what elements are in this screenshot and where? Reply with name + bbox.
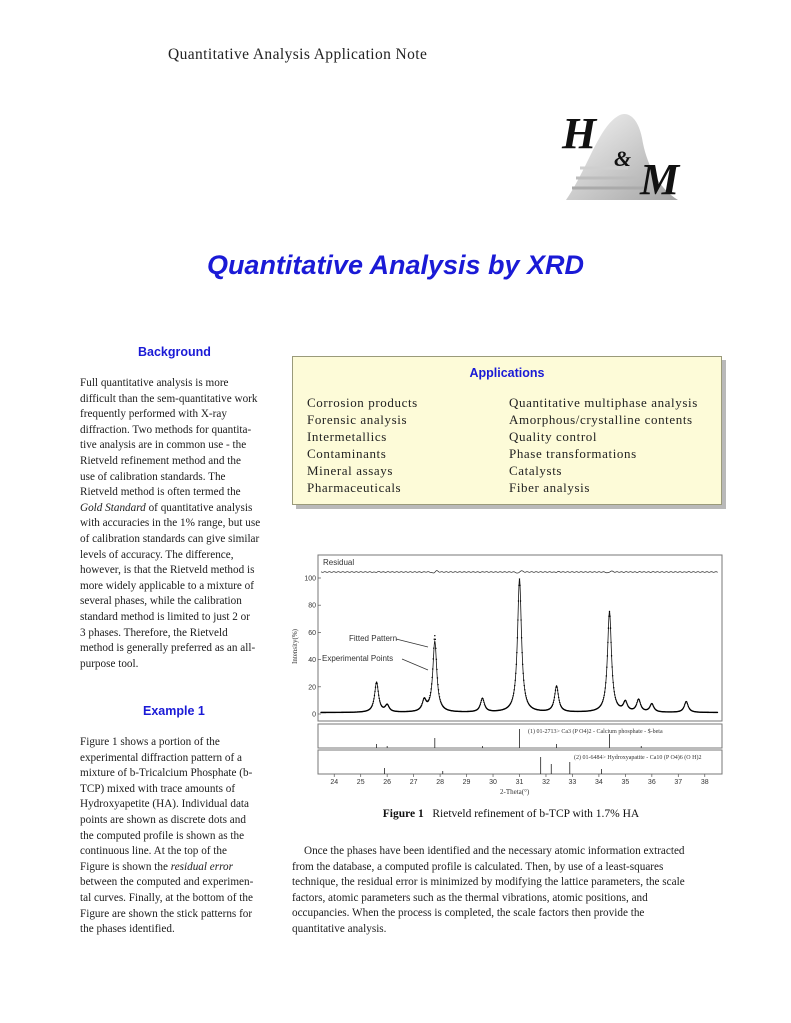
experimental-point <box>514 689 515 690</box>
experimental-point <box>479 705 480 706</box>
application-item: Corrosion products <box>307 395 418 410</box>
experimental-point <box>640 704 641 705</box>
experimental-point <box>605 682 606 683</box>
background-line: with accuracies in the 1% range, but use <box>80 517 261 530</box>
experimental-point <box>614 694 615 695</box>
experimental-point <box>524 689 525 690</box>
experimental-point <box>557 690 558 691</box>
experimental-point <box>437 684 438 685</box>
background-line: several phases, while the calibration <box>80 595 242 608</box>
example1-line-segment: Figure is shown the <box>80 860 171 873</box>
background-line-segment: of quantitative analysis <box>145 501 253 514</box>
experimental-point <box>422 701 423 702</box>
application-item: Pharmaceuticals <box>307 480 402 495</box>
y-axis-label: Intensity(%) <box>291 629 299 664</box>
phase1-label: (1) 01-2713> Ca3 (P O4)2 - Calcium phosphate - $-beta <box>528 729 663 735</box>
applications-list-right <box>509 394 698 496</box>
experimental-point <box>513 693 514 694</box>
x-tick-label: 33 <box>568 779 577 786</box>
experimental-point <box>372 703 373 704</box>
experimental-point <box>639 700 640 701</box>
residual-label: Residual <box>323 558 355 567</box>
experimental-point <box>526 699 527 700</box>
experimental-point <box>377 686 378 687</box>
experimental-point <box>684 703 685 704</box>
example1-line: Figure 1 shows a portion of the <box>80 736 220 748</box>
experimental-point <box>440 701 441 702</box>
applications-list-left <box>307 394 418 496</box>
phase2-frame <box>318 750 722 774</box>
document-header: Quantitative Analysis Application Note <box>168 46 428 63</box>
background-line: frequently performed with X-ray <box>80 408 227 421</box>
experimental-point <box>428 699 429 700</box>
logo-h: H <box>562 109 597 158</box>
experimental-point <box>379 700 380 701</box>
experimental-point <box>517 637 518 638</box>
experimental-point <box>615 699 616 700</box>
experimental-point <box>609 611 610 612</box>
experimental-point <box>436 669 437 670</box>
application-item: Amorphous/crystalline contents <box>509 412 693 427</box>
experimental-point <box>429 695 430 696</box>
experimental-point <box>430 692 431 693</box>
background-line: levels of accuracy. The difference, <box>80 548 234 561</box>
x-tick-label: 24 <box>330 779 339 786</box>
experimental-point <box>625 700 626 701</box>
example1-line: Hydroxyapetite (HA). Individual data <box>80 798 250 811</box>
experimental-point <box>606 666 607 667</box>
company-logo <box>558 108 718 204</box>
paragraph-line: from the database, a computed profile is calculated. Then, by use of a least-squares <box>292 860 664 873</box>
background-line: Rietveld method is often termed the <box>80 486 241 499</box>
experimental-point <box>421 703 422 704</box>
experimental-point <box>560 704 561 705</box>
experimental-point <box>373 701 374 702</box>
experimental-point <box>688 706 689 707</box>
experimental-point <box>378 695 379 696</box>
experimental-point <box>433 647 434 648</box>
example1-line: experimental diffraction pattern of a <box>80 751 242 764</box>
experimental-point <box>515 673 516 674</box>
experimental-point <box>483 702 484 703</box>
background-text <box>80 376 274 672</box>
application-item: Quality control <box>509 429 598 444</box>
experimental-point <box>559 700 560 701</box>
experimental-point <box>511 699 512 700</box>
x-tick-label: 25 <box>356 779 365 786</box>
background-line: however, is that the Rietveld method is <box>80 564 255 577</box>
experimental-point <box>626 701 627 702</box>
experimental-point <box>623 702 624 703</box>
experimental-point <box>519 578 520 579</box>
x-tick-label: 38 <box>700 779 709 786</box>
experimental-point <box>438 689 439 690</box>
x-tick-label: 36 <box>647 779 656 786</box>
x-axis-label: 2-Theta(°) <box>500 788 530 796</box>
x-tick-label: 31 <box>515 779 524 786</box>
y-tick-label: 20 <box>308 684 316 692</box>
experimental-point <box>605 687 606 688</box>
logo-amp: & <box>614 146 632 171</box>
example1-line: points are shown as discrete dots and <box>80 813 246 826</box>
experimental-point <box>610 642 611 643</box>
experimental-point <box>511 701 512 702</box>
experimental-point <box>437 677 438 678</box>
example1-line <box>80 860 274 876</box>
example1-line: continuous line. At the top of the <box>80 845 227 858</box>
experimental-point <box>602 701 603 702</box>
x-tick-label: 37 <box>674 779 683 786</box>
experimental-point <box>482 698 483 699</box>
experimental-point <box>556 686 557 687</box>
background-line: standard method is limited to just 2 or <box>80 610 250 623</box>
experimental-point <box>516 652 517 653</box>
x-tick-label: 26 <box>383 779 392 786</box>
experimental-point <box>523 680 524 681</box>
experimental-point <box>611 655 612 656</box>
experimental-point <box>374 691 375 692</box>
experimental-point <box>638 699 639 700</box>
example1-line: tal curves. Finally, at the bottom of the <box>80 891 253 904</box>
experimental-point <box>686 701 687 702</box>
experimental-point <box>376 681 377 682</box>
right-paragraph <box>292 844 724 938</box>
experimental-point <box>614 691 615 692</box>
background-line: use of calibration standards. The <box>80 470 226 483</box>
experimental-point <box>603 697 604 698</box>
experimental-point <box>514 685 515 686</box>
fitted-pattern-label: Fitted Pattern <box>349 634 398 643</box>
paragraph-line: factors, atomic parameters such as the thermal vibrations, atomic positions, and <box>292 891 648 904</box>
experimental-point <box>519 585 520 586</box>
experimental-point <box>683 707 684 708</box>
background-line: more widely applicable to a mixture of <box>80 579 254 592</box>
background-line-segment: Gold Standard <box>80 501 146 514</box>
x-tick-label: 32 <box>542 779 550 786</box>
experimental-point <box>556 685 557 686</box>
example1-line: the phases identified. <box>80 923 175 936</box>
experimental-point <box>609 616 610 617</box>
figure-1 <box>288 552 728 797</box>
experimental-point <box>479 706 480 707</box>
experimental-point <box>526 697 527 698</box>
experimental-point <box>510 702 511 703</box>
y-tick-label: 100 <box>304 575 316 583</box>
experimental-point <box>635 705 636 706</box>
experimental-point <box>603 695 604 696</box>
experimental-point <box>372 704 373 705</box>
applications-heading: Applications <box>469 366 545 380</box>
example1-line: mixture of b-Tricalcium Phosphate (b- <box>80 767 253 780</box>
caption-label: Figure 1 <box>382 808 424 820</box>
experimental-point <box>527 701 528 702</box>
experimental-point <box>521 652 522 653</box>
application-item: Fiber analysis <box>509 480 590 495</box>
background-line: diffraction. Two methods for quantita- <box>80 423 252 436</box>
experimental-point <box>717 712 718 713</box>
experimental-point <box>525 692 526 693</box>
application-item: Contaminants <box>307 446 387 461</box>
application-item: Catalysts <box>509 463 563 478</box>
y-tick-label: 80 <box>308 602 316 610</box>
figure-caption <box>292 808 730 820</box>
experimental-point <box>626 703 627 704</box>
experimental-point <box>608 627 609 628</box>
background-line <box>80 501 274 517</box>
x-tick-label: 30 <box>489 779 497 786</box>
experimental-point <box>520 619 521 620</box>
experimental-point <box>481 700 482 701</box>
application-item: Intermetallics <box>307 429 387 444</box>
experimental-point <box>557 693 558 694</box>
experimental-point <box>374 695 375 696</box>
background-line: method is generally preferred as an all- <box>80 642 256 655</box>
experimental-point <box>612 682 613 683</box>
experimental-point <box>512 695 513 696</box>
experimental-point <box>439 699 440 700</box>
experimental-point <box>611 666 612 667</box>
example1-line: the computed profile is shown as the <box>80 829 245 842</box>
experimental-point <box>375 686 376 687</box>
experimental-point <box>379 698 380 699</box>
experimental-point <box>434 635 435 636</box>
experimental-point <box>606 675 607 676</box>
experimental-point <box>480 702 481 703</box>
experimental-points-label: Experimental Points <box>322 654 394 663</box>
background-line: difficult than the sem-quantitative work <box>80 392 258 405</box>
experimental-point <box>687 703 688 704</box>
y-tick-label: 0 <box>312 711 316 719</box>
experimental-point <box>373 698 374 699</box>
experimental-point <box>616 700 617 701</box>
application-item: Quantitative multiphase analysis <box>509 395 698 410</box>
example1-line: Figure are shown the stick patterns for <box>80 907 253 920</box>
x-tick-label: 34 <box>595 779 603 786</box>
application-item: Mineral assays <box>307 463 394 478</box>
experimental-point <box>554 693 555 694</box>
experimental-point <box>518 600 519 601</box>
experimental-point <box>558 697 559 698</box>
experimental-point <box>421 704 422 705</box>
experimental-point <box>555 690 556 691</box>
paragraph-line: technique, the residual error is minimized by modifying the lattice parameters, the scale <box>292 876 685 889</box>
experimental-point <box>431 683 432 684</box>
xrd-chart <box>288 552 728 797</box>
example1-line: between the computed and experimen- <box>80 876 254 889</box>
experimental-point <box>435 648 436 649</box>
y-tick-label: 40 <box>308 657 316 665</box>
experimental-point <box>484 703 485 704</box>
experimental-point <box>613 687 614 688</box>
experimental-point <box>440 702 441 703</box>
experimental-point <box>683 706 684 707</box>
background-line: of calibration standards can give similar <box>80 532 260 545</box>
application-item: Phase transformations <box>509 446 637 461</box>
example1-heading: Example 1 <box>143 704 205 718</box>
background-heading: Background <box>138 345 211 359</box>
experimental-point <box>607 655 608 656</box>
phase1-frame <box>318 724 722 748</box>
x-tick-label: 29 <box>462 779 471 786</box>
experimental-point <box>371 706 372 707</box>
experimental-point <box>553 699 554 700</box>
experimental-point <box>559 702 560 703</box>
experimental-point <box>376 683 377 684</box>
x-tick-label: 27 <box>409 779 418 786</box>
experimental-point <box>552 703 553 704</box>
experimental-point <box>602 699 603 700</box>
experimental-point <box>516 664 517 665</box>
y-tick-label: 60 <box>308 629 316 637</box>
experimental-point <box>554 697 555 698</box>
experimental-point <box>435 639 436 640</box>
experimental-point <box>637 700 638 701</box>
experimental-point <box>636 702 637 703</box>
background-line: Rietveld refinement method and the <box>80 454 241 467</box>
paragraph-line: quantitative analysis. <box>292 922 387 935</box>
paragraph-line: occupancies. When the process is completed, the scale factors then provide the <box>292 907 645 920</box>
experimental-point <box>422 700 423 701</box>
background-line: 3 phases. Therefore, the Rietveld <box>80 626 228 639</box>
experimental-point <box>552 705 553 706</box>
experimental-point <box>483 700 484 701</box>
experimental-point <box>610 627 611 628</box>
experimental-point <box>523 673 524 674</box>
paragraph-line: Once the phases have been identified and the necessary atomic information extracted <box>304 845 685 857</box>
experimental-point <box>430 688 431 689</box>
background-line: Full quantitative analysis is more <box>80 377 229 389</box>
experimental-point <box>512 697 513 698</box>
experimental-point <box>684 704 685 705</box>
background-line: purpose tool. <box>80 657 139 670</box>
example1-line: TCP) mixed with trace amounts of <box>80 782 236 795</box>
experimental-point <box>515 680 516 681</box>
example1-text <box>80 735 274 938</box>
experimental-point <box>431 677 432 678</box>
example1-line-segment: residual error <box>170 860 234 873</box>
experimental-point <box>522 664 523 665</box>
experimental-point <box>432 668 433 669</box>
experimental-point <box>612 675 613 676</box>
experimental-point <box>687 704 688 705</box>
x-tick-label: 35 <box>621 779 630 786</box>
experimental-point <box>438 693 439 694</box>
background-line: tive analysis are in common use - the <box>80 439 247 452</box>
application-item: Forensic analysis <box>307 412 408 427</box>
experimental-point <box>433 658 434 659</box>
experimental-point <box>553 702 554 703</box>
experimental-point <box>480 704 481 705</box>
experimental-point <box>439 696 440 697</box>
experimental-point <box>429 697 430 698</box>
caption-text: Rietveld refinement of b-TCP with 1.7% HA <box>432 808 640 820</box>
experimental-point <box>436 659 437 660</box>
logo-m: M <box>640 155 680 204</box>
experimental-point <box>652 704 653 705</box>
experimental-point <box>380 702 381 703</box>
experimental-point <box>636 704 637 705</box>
x-tick-label: 28 <box>436 779 444 786</box>
experimental-point <box>601 702 602 703</box>
experimental-point <box>377 691 378 692</box>
experimental-point <box>607 642 608 643</box>
experimental-point <box>524 685 525 686</box>
experimental-point <box>604 691 605 692</box>
phase2-label: (2) 01-6484> Hydroxyapatite - Ca10 (P O4)6 (O H)2 <box>574 755 702 761</box>
experimental-point <box>525 695 526 696</box>
applications-box <box>292 356 722 505</box>
page-title: Quantitative Analysis by XRD <box>206 250 585 280</box>
experimental-point <box>639 702 640 703</box>
experimental-point <box>517 619 518 620</box>
experimental-point <box>615 697 616 698</box>
experimental-point <box>521 637 522 638</box>
experimental-point <box>520 600 521 601</box>
